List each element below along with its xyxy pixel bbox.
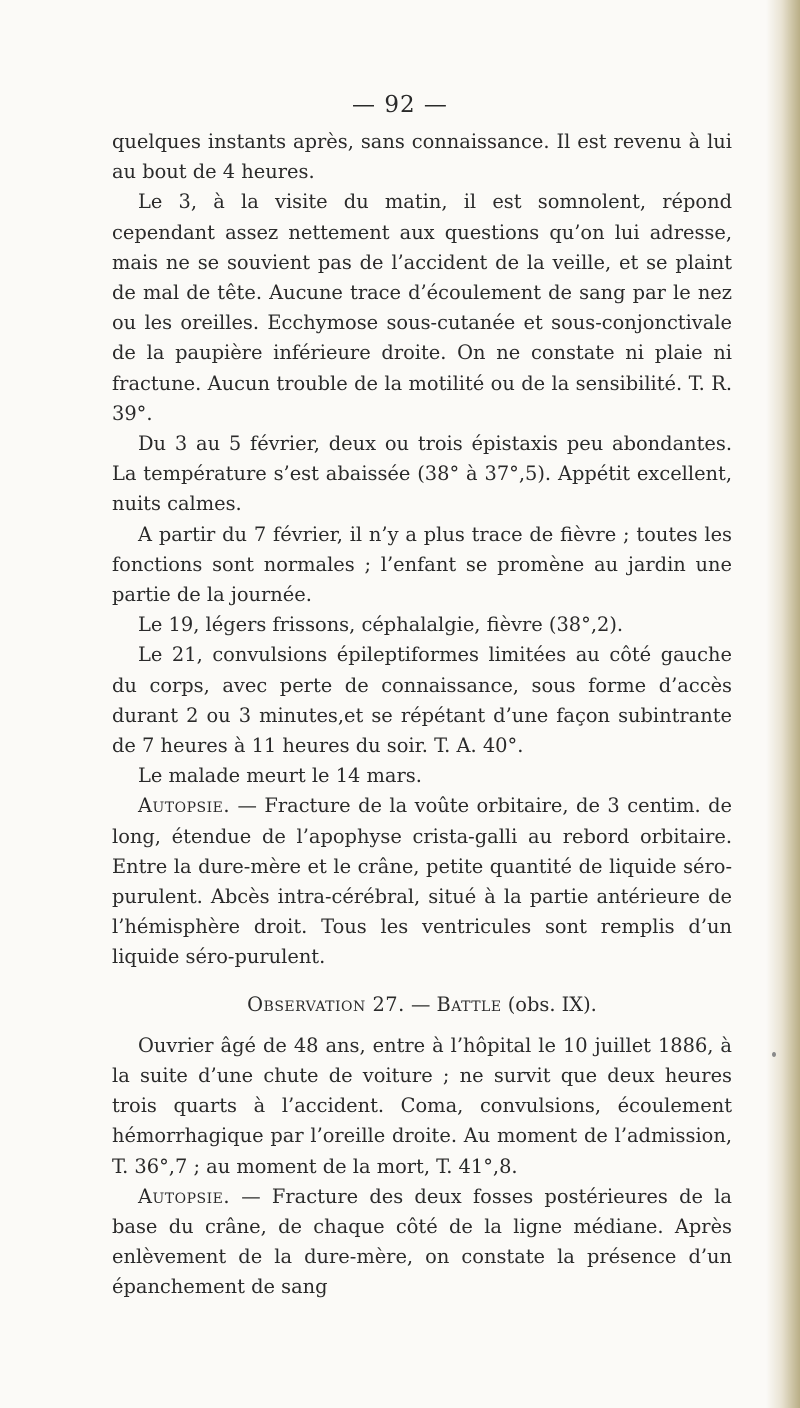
autopsy-text: — Fracture des deux fosses postérieures de la base du crâne, de chaque côté de la ligne médiane. Après enlèvement de la dure-mère, on constate la présence d’un épanchement de sang — [112, 1184, 732, 1299]
paragraph-epistaxis: Du 3 au 5 février, deux ou trois épistaxis peu abondantes. La température s’est abaissée (38° à 37°,5). Appétit excellent, nuits calmes. — [112, 432, 732, 516]
paragraph-autopsy-1 — [112, 791, 732, 972]
autopsy-text: — Fracture de la voûte orbitaire, de 3 centim. de long, étendue de l’apophyse crista-galli au rebord orbitaire. Entre la dure-mère et le crâne, petite quantité de liquide séro-purulent. Abcès intra-cérébral, situé à la partie antérieure de l’hémisphère droit. Tous les ventricules sont remplis d’un liquide séro-purulent. — [112, 794, 732, 969]
page-number: — 92 — — [352, 92, 448, 118]
observation-separator: — — [404, 992, 437, 1016]
observation-heading — [112, 990, 732, 1020]
paragraph-fever: Le 19, légers frissons, céphalalgie, fièvre (38°,2). — [138, 613, 624, 637]
observation-title: Observation 27. — [247, 992, 405, 1016]
paragraph-visit: Le 3, à la visite du matin, il est somnolent, répond cependant assez nettement aux questions qu’on lui adresse, mais ne se souvient pas de l’accident de la veille, et se plaint de mal de tête. Aucune trace d’écoulement de sang par le nez ou les oreilles. Ecchymose sous-cutanée et sous-conjonctivale de la paupière inférieure droite. On ne constate ni plaie ni fractune. Aucun trouble de la motilité ou de la sensibilité. T. R. 39°. — [112, 190, 732, 425]
paragraph-convulsions: Le 21, convulsions épileptiformes limitées au côté gauche du corps, avec perte de connaissance, sous forme d’accès durant 2 ou 3 minutes,et se répétant d’une façon subintrante de 7 heures à 11 heures du soir. T. A. 40°. — [112, 643, 732, 758]
body-text — [112, 127, 732, 1303]
page-edge-shadow — [766, 0, 800, 1408]
observation-author: Battle — [436, 992, 502, 1016]
paragraph-death: Le malade meurt le 14 mars. — [138, 764, 422, 788]
paragraph-continuation: quelques instants après, sans connaissance. Il est revenu à lui au bout de 4 heures. — [112, 130, 732, 184]
paragraph-autopsy-2 — [112, 1182, 732, 1303]
paragraph-observation: Ouvrier âgé de 48 ans, entre à l’hôpital le 10 juillet 1886, à la suite d’une chute de voiture ; ne survit que deux heures trois quarts à l’accident. Coma, convulsions, écoulement hémorrhagique par l’oreille droite. Au moment de l’admission, T. 36°,7 ; au moment de la mort, T. 41°,8. — [112, 1033, 732, 1178]
autopsy-label: Autopsie. — [138, 1184, 231, 1208]
observation-ref: (obs. IX). — [501, 992, 597, 1016]
paragraph-recovery: A partir du 7 février, il n’y a plus trace de fièvre ; toutes les fonctions sont normales ; l’enfant se promène au jardin une partie de la journée. — [112, 522, 732, 607]
autopsy-label: Autopsie. — [138, 794, 231, 818]
speck-mark — [772, 1052, 776, 1057]
